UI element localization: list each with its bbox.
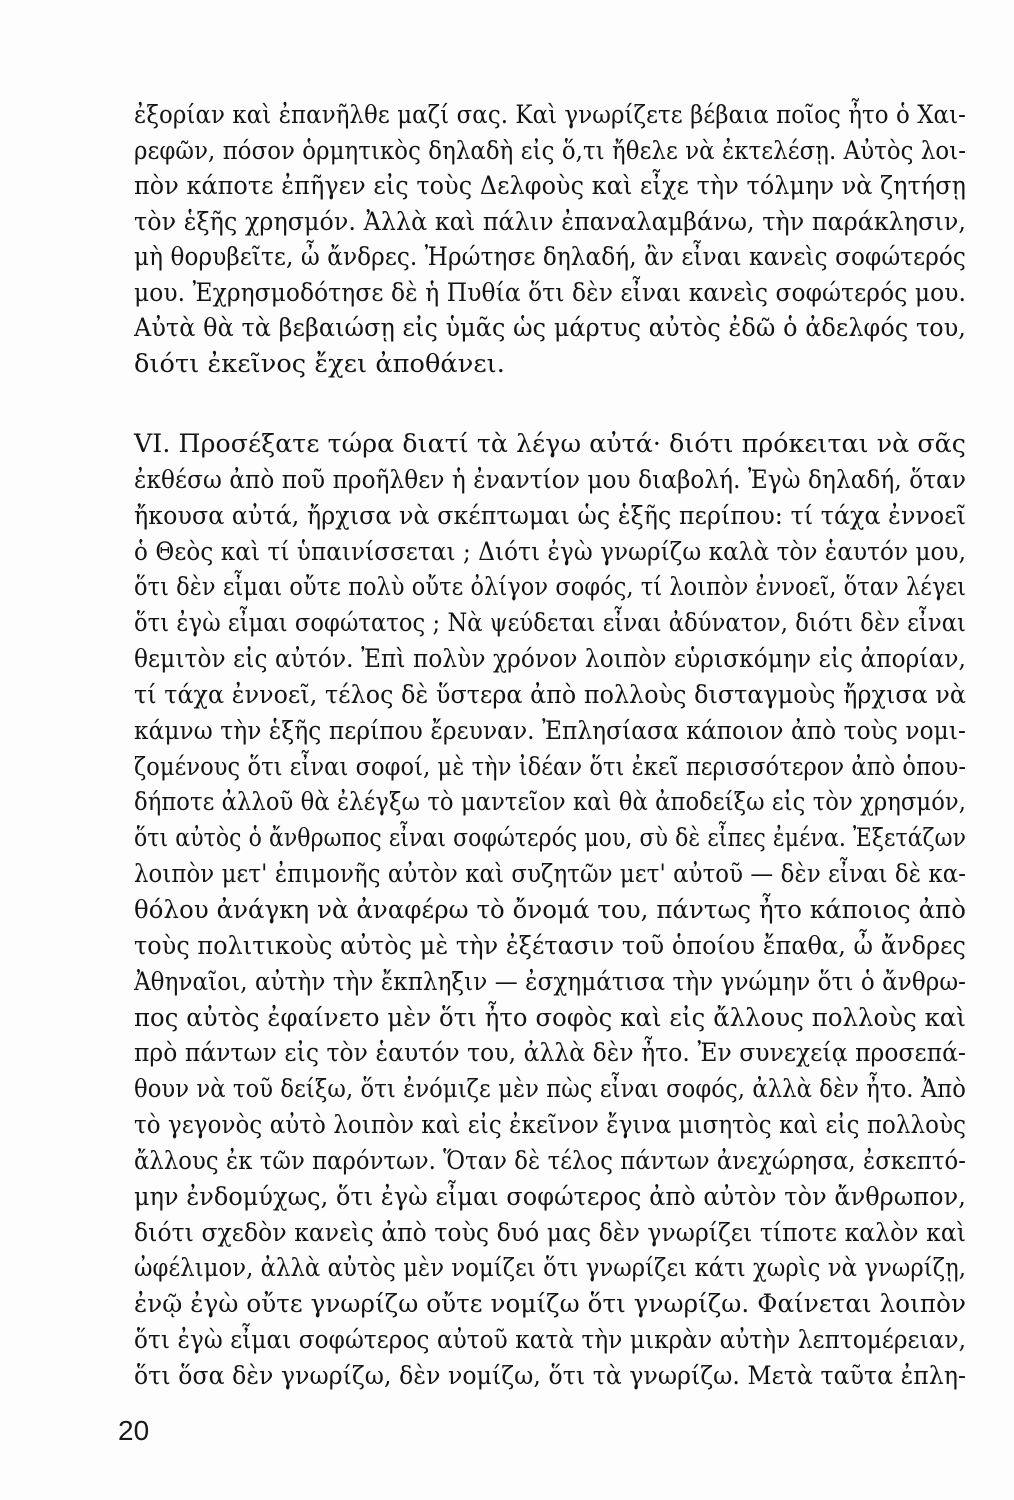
text-line: ἄλλους ἐκ τῶν παρόντων. Ὅταν δὲ τέλος πάντων ἀνεχώρησα, ἐσκεπτό- (134, 1145, 967, 1176)
text-line: τὸ γεγονὸς αὐτὸ λοιπὸν καὶ εἰς ἐκεῖνον ἔγινα μισητὸς καὶ εἰς πολλοὺς (134, 1110, 967, 1141)
text-line: πρὸ πάντων εἰς τὸν ἑαυτόν του, ἀλλὰ δὲν ἦτο. Ἐν συνεχείᾳ προσεπά- (134, 1038, 966, 1069)
text-line: διότι σχεδὸν κανεὶς ἀπὸ τοὺς δυό μας δὲν γνωρίζει τίποτε καλὸν καὶ (134, 1217, 967, 1248)
page-number: 20 (118, 1415, 150, 1446)
text-line: πος αὐτὸς ἐφαίνετο μὲν ὅτι ἦτο σοφὸς καὶ εἰς ἄλλους πολλοὺς καὶ (134, 1002, 967, 1033)
text-line: τί τάχα ἐννοεῖ, τέλος δὲ ὕστερα ἀπὸ πολλοὺς δισταγμοὺς ἤρχισα νὰ (134, 679, 966, 710)
text-line: ὅτι αὐτὸς ὁ ἄνθρωπος εἶναι σοφώτερός μου, σὺ δὲ εἶπες ἐμένα. Ἐξετάζων (134, 823, 967, 854)
text-line: μου. Ἐχρησμοδότησε δὲ ἡ Πυθία ὅτι δὲν εἶναι κανεὶς σοφώτερός μου. (134, 277, 967, 308)
text-line: ζομένους ὅτι εἶναι σοφοί, μὲ τὴν ἰδέαν ὅτι ἐκεῖ περισσότερον ἀπὸ ὁπου- (134, 751, 967, 782)
text-line: θουν νὰ τοῦ δείξω, ὅτι ἐνόμιζε μὲν πὼς εἶναι σοφός, ἀλλὰ δὲν ἦτο. Ἀπὸ (134, 1074, 966, 1105)
text-line: πὸν κάποτε ἐπῆγεν εἰς τοὺς Δελφοὺς καὶ εἶχε τὴν τόλμην νὰ ζητήσῃ (134, 171, 966, 201)
text-line: ἐκθέσω ἀπὸ ποῦ προῆλθεν ἡ ἐναντίον μου διαβολή. Ἐγὼ δηλαδή, ὅταν (134, 464, 966, 495)
text-line: Ἀθηναῖοι, αὐτὴν τὴν ἔκπληξιν — ἐσχημάτισα τὴν γνώμην ὅτι ὁ ἄνθρω- (134, 966, 967, 997)
text-line: δήποτε ἀλλοῦ θὰ ἐλέγξω τὸ μαντεῖον καὶ θὰ ἀποδείξω εἰς τὸν χρησμόν, (134, 787, 967, 818)
text-line: ἐξορίαν καὶ ἐπανῆλθε μαζί σας. Καὶ γνωρίζετε βέβαια ποῖος ἦτο ὁ Χαι- (134, 100, 966, 130)
text-line: μην ἐνδομύχως, ὅτι ἐγὼ εἶμαι σοφώτερος ἀπὸ αὐτὸν τὸν ἄνθρωπον, (134, 1181, 966, 1212)
paragraph-2 (134, 427, 966, 1395)
paragraph-1 (134, 98, 966, 382)
text-line: μὴ θορυβεῖτε, ὦ ἄνδρες. Ἠρώτησε δηλαδή, ἂν εἶναι κανεὶς σοφώτερός (134, 242, 966, 272)
text-line: λοιπὸν μετ' ἐπιμονῆς αὐτὸν καὶ συζητῶν μετ' αὐτοῦ — δὲν εἶναι δὲ κα- (134, 859, 967, 890)
text-line: κάμνω τὴν ἑξῆς περίπου ἔρευναν. Ἐπλησίασα κάποιον ἀπὸ τοὺς νομι- (134, 715, 966, 746)
text-line: ὅτι ὅσα δὲν γνωρίζω, δὲν νομίζω, ὅτι τὰ γνωρίζω. Μετὰ ταῦτα ἐπλη- (134, 1360, 967, 1391)
text-line: διότι ἐκεῖνος ἔχει ἀποθάνει. (134, 348, 505, 379)
text-line: ἤκουσα αὐτά, ἤρχισα νὰ σκέπτωμαι ὡς ἑξῆς περίπου: τί τάχα ἐννοεῖ (134, 500, 967, 531)
text-line: ρεφῶν, πόσον ὁρμητικὸς δηλαδὴ εἰς ὅ,τι ἤθελε νὰ ἐκτελέσῃ. Αὐτὸς λοι- (134, 135, 967, 166)
text-line: τοὺς πολιτικοὺς αὐτὸς μὲ τὴν ἐξέτασιν τοῦ ὁποίου ἔπαθα, ὦ ἄνδρες (134, 930, 966, 961)
text-line: Αὐτὰ θὰ τὰ βεβαιώσῃ εἰς ὑμᾶς ὡς μάρτυς αὐτὸς ἐδῶ ὁ ἀδελφός του, (134, 313, 966, 343)
text-line: ὠφέλιμον, ἀλλὰ αὐτὸς μὲν νομίζει ὅτι γνωρίζει κάτι χωρὶς νὰ γνωρίζῃ, (134, 1253, 967, 1284)
text-line: ὅτι δὲν εἶμαι οὔτε πολὺ οὔτε ὀλίγον σοφός, τί λοιπὸν ἐννοεῖ, ὅταν λέγει (134, 572, 967, 603)
text-line: ὅτι ἐγὼ εἶμαι σοφώτατος ; Νὰ ψεύδεται εἶναι ἀδύνατον, διότι δὲν εἶναι (134, 608, 966, 639)
text-line: ὅτι ἐγὼ εἶμαι σοφώτερος αὐτοῦ κατὰ τὴν μικρὰν αὐτὴν λεπτομέρειαν, (134, 1325, 967, 1356)
text-line: ὁ Θεὸς καὶ τί ὑπαινίσσεται ; Διότι ἐγὼ γνωρίζω καλὰ τὸν ἑαυτόν μου, (134, 536, 967, 567)
text-line: θεμιτὸν εἰς αὐτόν. Ἐπὶ πολὺν χρόνον λοιπὸν εὑρισκόμην εἰς ἀπορίαν, (134, 644, 967, 675)
text-line: VI. Προσέξατε τώρα διατί τὰ λέγω αὐτά· διότι πρόκειται νὰ σᾶς (134, 429, 966, 459)
text-line: τὸν ἑξῆς χρησμόν. Ἀλλὰ καὶ πάλιν ἐπαναλαμβάνω, τὴν παράκλησιν, (134, 206, 966, 237)
text-line: θόλου ἀνάγκη νὰ ἀναφέρω τὸ ὄνομά του, πάντως ἦτο κάποιος ἀπὸ (134, 894, 967, 925)
text-line: ἐνῷ ἐγὼ οὔτε γνωρίζω οὔτε νομίζω ὅτι γνωρίζω. Φαίνεται λοιπὸν (134, 1289, 967, 1320)
